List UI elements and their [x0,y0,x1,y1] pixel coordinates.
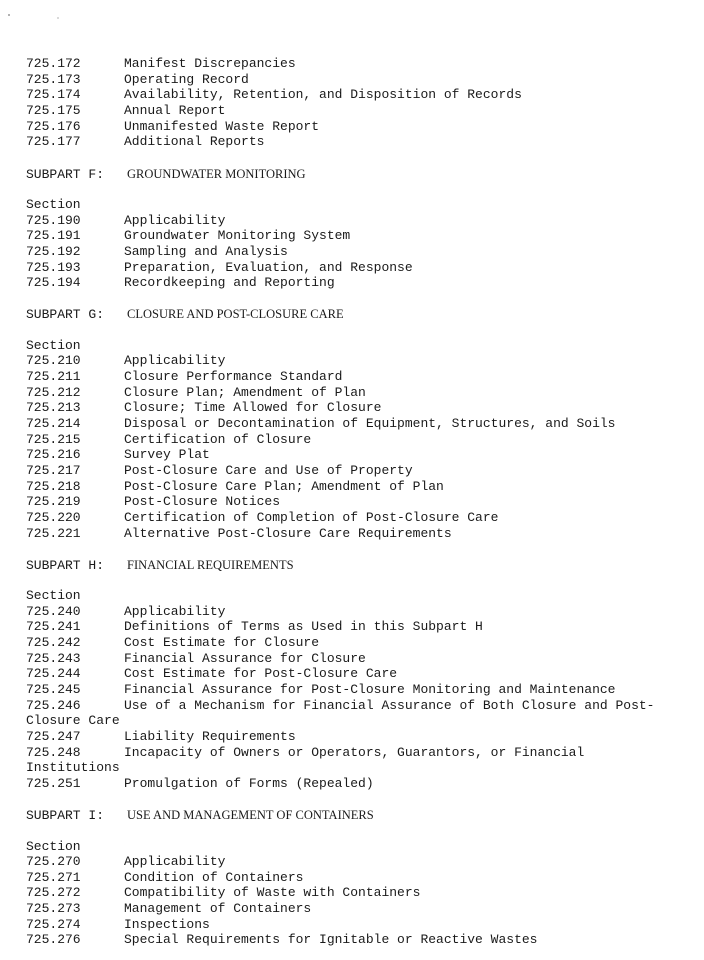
section-label: Section [26,337,81,353]
toc-entry [26,275,335,291]
section-title: Promulgation of Forms (Repealed) [124,775,374,791]
section-title: Additional Reports [124,134,265,150]
section-number: 725.248 [26,744,81,760]
section-title: Operating Record [124,71,249,87]
section-label: Section [26,196,81,212]
toc-entry [26,932,537,948]
section-title: Applicability [124,603,226,619]
section-title: Groundwater Monitoring System [124,228,351,244]
subpart-label: SUBPART F: [26,166,105,182]
toc-entry [26,353,225,369]
toc-entry [26,776,374,792]
toc-entry [26,479,444,495]
toc-entry [26,604,225,620]
subpart-heading [26,306,344,322]
section-number: 725.244 [26,666,81,682]
section-title: Cost Estimate for Closure [124,635,320,650]
section-title: Certification of Completion of Post-Closure Care [124,509,499,525]
section-number: 725.215 [26,431,81,447]
section-number: 725.217 [26,462,81,478]
section-number: 725.177 [26,134,81,150]
section-label: Section [26,588,81,604]
section-number: 725.240 [26,603,81,619]
section-label: Section [26,838,81,854]
section-title: Incapacity of Owners or Operators, Guarantors, or Financial [124,744,585,760]
toc-entry [26,463,413,479]
section-title: Inspections [124,916,210,932]
toc-entry [26,885,420,901]
section-title-continuation: Institutions [26,760,120,776]
section-title: Management of Containers [124,901,312,917]
section-number: 725.191 [26,228,81,244]
section-number: 725.220 [26,509,81,525]
subpart-heading [26,557,294,573]
section-number: 725.174 [26,87,81,103]
toc-entry [26,729,296,745]
subpart-heading [26,166,306,182]
section-title: Definitions of Terms as Used in this Subpart H [124,619,483,635]
section-number: 725.190 [26,212,81,228]
section-title: Use of a Mechanism for Financial Assurance of Both Closure and Post- [124,697,655,713]
toc-entry [26,854,225,870]
toc-entry [26,228,350,244]
section-title: Applicability [124,353,226,369]
section-number: 725.214 [26,415,81,431]
section-title: Financial Assurance for Closure [124,650,366,666]
section-title: Availability, Retention, and Disposition of Records [124,87,522,103]
section-title: Post-Closure Notices [124,494,281,510]
section-number: 725.218 [26,478,81,494]
scan-speck [57,17,59,19]
section-number: 725.194 [26,275,81,291]
section-title: Closure Plan; Amendment of Plan [124,384,366,400]
section-number: 725.210 [26,353,81,369]
toc-entry [26,87,522,103]
toc-entry [26,494,280,510]
toc-entry [26,447,210,463]
toc-entry [26,244,288,260]
toc-entry [26,619,483,635]
toc-entry [26,260,413,276]
subpart-title: USE AND MANAGEMENT OF CONTAINERS [127,808,374,823]
section-number: 725.219 [26,494,81,510]
section-number: 725.276 [26,932,81,948]
section-title: Disposal or Decontamination of Equipment, Structures, and Soils [124,415,616,431]
scan-speck [8,14,10,16]
section-title: Post-Closure Care and Use of Property [124,462,413,478]
section-number: 725.212 [26,384,81,400]
toc-entry [26,119,319,135]
section-number: 725.242 [26,635,81,650]
section-title: Post-Closure Care Plan; Amendment of Plan [124,478,444,494]
section-number: 725.246 [26,697,81,713]
toc-entry [26,416,615,432]
subpart-label: SUBPART H: [26,557,105,573]
section-number: 725.193 [26,259,81,275]
subpart-label: SUBPART G: [26,307,105,323]
section-title-continuation: Closure Care [26,713,120,729]
subpart-heading [26,807,374,823]
section-number: 725.176 [26,118,81,134]
section-title: Applicability [124,212,226,228]
toc-entry [26,682,615,698]
section-number: 725.216 [26,447,81,463]
toc-entry [26,917,210,933]
toc-entry [26,385,366,401]
subpart-title: GROUNDWATER MONITORING [127,166,306,181]
section-title: Applicability [124,854,226,870]
section-title: Unmanifested Waste Report [124,118,320,134]
section-title: Closure Performance Standard [124,369,343,384]
section-number: 725.241 [26,619,81,635]
toc-entry [26,400,381,416]
section-number: 725.173 [26,71,81,87]
section-number: 725.243 [26,650,81,666]
section-number: 725.192 [26,243,81,259]
toc-entry [26,870,303,886]
toc-entry [26,134,264,150]
section-title: Condition of Containers [124,869,304,885]
toc-entry [26,651,366,667]
subpart-title: CLOSURE AND POST-CLOSURE CARE [127,307,344,322]
section-number: 725.221 [26,525,81,541]
section-number: 725.213 [26,400,81,416]
toc-entry [26,698,655,714]
section-title: Certification of Closure [124,431,312,447]
section-title: Liability Requirements [124,728,296,744]
section-number: 725.273 [26,901,81,917]
section-title: Recordkeeping and Reporting [124,275,335,291]
toc-entry [26,635,319,651]
section-number: 725.175 [26,103,81,118]
toc-entry [26,432,311,448]
section-title: Closure; Time Allowed for Closure [124,400,382,416]
subpart-label: SUBPART I: [26,808,105,824]
section-number: 725.251 [26,775,81,791]
toc-entry [26,369,342,385]
section-number: 725.172 [26,56,81,71]
toc-entry [26,213,225,229]
section-title: Special Requirements for Ignitable or Reactive Wastes [124,932,538,948]
section-title: Compatibility of Waste with Containers [124,885,421,901]
section-title: Financial Assurance for Post-Closure Monitoring and Maintenance [124,682,616,697]
section-number: 725.247 [26,728,81,744]
subpart-title: FINANCIAL REQUIREMENTS [127,557,294,572]
section-title: Manifest Discrepancies [124,56,296,71]
section-number: 725.211 [26,369,81,384]
section-number: 725.245 [26,682,81,697]
section-title: Alternative Post-Closure Care Requirements [124,525,452,541]
toc-entry [26,666,397,682]
toc-entry [26,745,584,761]
toc-entry [26,103,225,119]
toc-entry [26,901,311,917]
section-title: Preparation, Evaluation, and Response [124,259,413,275]
toc-entry [26,510,498,526]
section-title: Annual Report [124,103,226,118]
section-title: Sampling and Analysis [124,243,288,259]
section-number: 725.274 [26,916,81,932]
section-number: 725.272 [26,885,81,901]
section-number: 725.270 [26,854,81,870]
section-title: Survey Plat [124,447,210,463]
toc-entry [26,526,452,542]
section-number: 725.271 [26,869,81,885]
toc-entry [26,56,296,72]
section-title: Cost Estimate for Post-Closure Care [124,666,398,682]
toc-entry [26,72,249,88]
